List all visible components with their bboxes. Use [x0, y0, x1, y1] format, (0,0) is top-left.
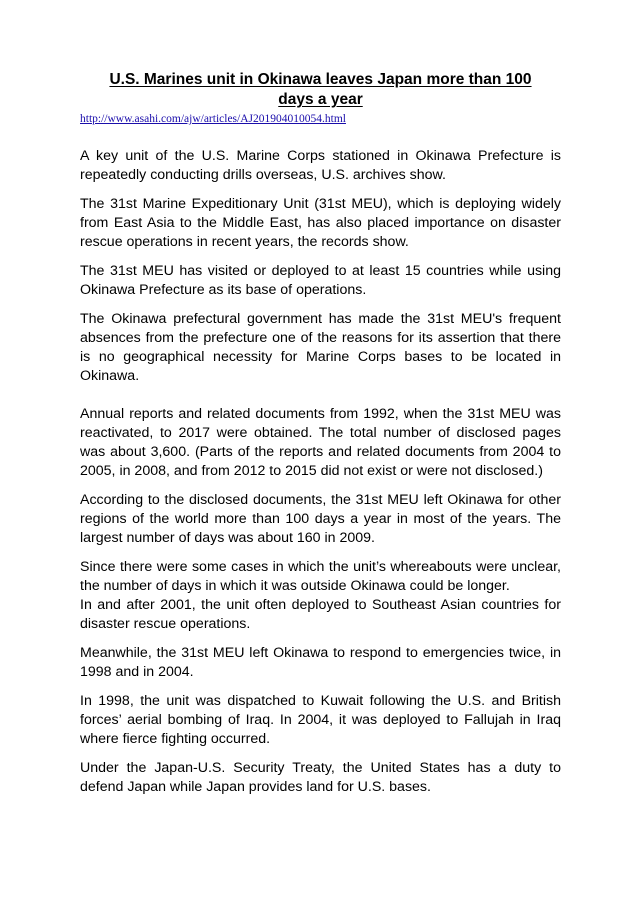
paragraph-11: Under the Japan-U.S. Security Treaty, the United States has a duty to defend Japan while Japan provides land for U.S. bases. [80, 760, 561, 795]
paragraph-10: In 1998, the unit was dispatched to Kuwait following the U.S. and British forces’ aerial bombing of Iraq. In 2004, it was deployed to Fallujah in Iraq where fierce fighting occurred. [80, 693, 561, 747]
source-url-link[interactable]: http://www.asahi.com/ajw/articles/AJ201904010054.html [80, 113, 346, 125]
paragraph-7: Since there were some cases in which the unit’s whereabouts were unclear, the number of days in which it was outside Okinawa could be longer. [80, 559, 561, 594]
article-title [80, 70, 561, 110]
document-page [80, 70, 561, 797]
article-title-line-1: U.S. Marines unit in Okinawa leaves Japan more than 100 [109, 71, 532, 88]
paragraph-1: A key unit of the U.S. Marine Corps stationed in Okinawa Prefecture is repeatedly conducting drills overseas, U.S. archives show. [80, 148, 561, 183]
article-title-line-2: days a year [278, 91, 363, 108]
paragraph-9: Meanwhile, the 31st MEU left Okinawa to respond to emergencies twice, in 1998 and in 2004. [80, 645, 561, 680]
paragraph-4: The Okinawa prefectural government has made the 31st MEU's frequent absences from the prefecture one of the reasons for its assertion that there is no geographical necessity for Marine Corps bases to be located in Okinawa. [80, 311, 561, 384]
paragraph-5: Annual reports and related documents from 1992, when the 31st MEU was reactivated, to 2017 were obtained. The total number of disclosed pages was about 3,600. (Parts of the reports and related documents from 2004 to 2005, in 2008, and from 2012 to 2015 did not exist or were not disclosed.) [80, 406, 561, 479]
paragraph-3: The 31st MEU has visited or deployed to at least 15 countries while using Okinawa Prefecture as its base of operations. [80, 263, 561, 298]
paragraph-2: The 31st Marine Expeditionary Unit (31st MEU), which is deploying widely from East Asia to the Middle East, has also placed importance on disaster rescue operations in recent years, the records show. [80, 196, 561, 250]
paragraph-8: In and after 2001, the unit often deployed to Southeast Asian countries for disaster rescue operations. [80, 597, 561, 632]
paragraph-6: According to the disclosed documents, the 31st MEU left Okinawa for other regions of the world more than 100 days a year in most of the years. The largest number of days was about 160 in 2009. [80, 492, 561, 546]
